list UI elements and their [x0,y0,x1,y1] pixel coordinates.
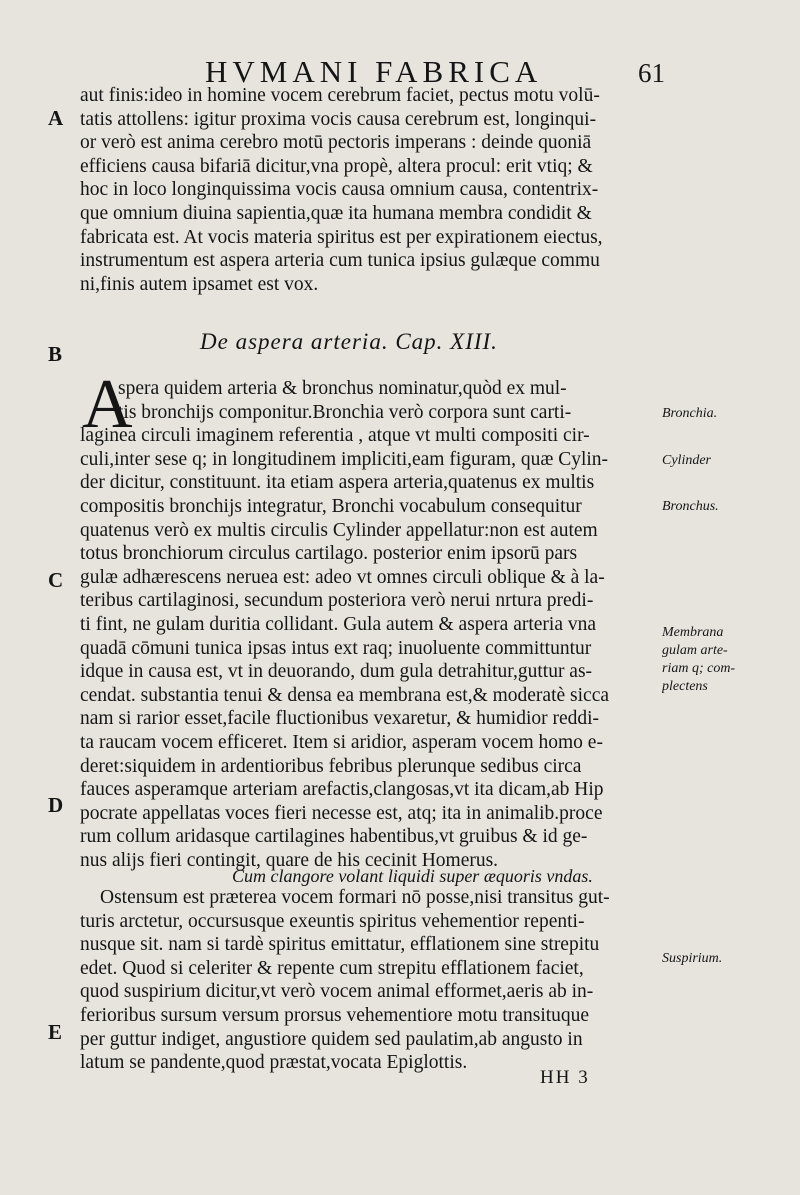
section-letter-c: C [48,568,64,592]
marginal-line: plectens [662,679,708,694]
marginal-note-bronchia: Bronchia. [662,406,718,421]
text-line: ti fint, ne gulam duritia collidant. Gula autem & aspera arteria vna [80,613,597,635]
text-line: der dicitur, constituunt. ita etiam aspera arteria,quatenus ex multis [80,472,595,494]
section-letter-a: A [48,106,64,130]
signature-mark: HH 3 [540,1067,590,1088]
text-line: Ostensum est præterea vocem formari nō posse,nisi transitus gut- [100,887,610,908]
text-line: nusque sit. nam si tardè spiritus emittatur, efflationem sine strepitu [80,934,600,956]
text-line: quod suspirium dicitur,vt verò vocem animal efformet,aeris ab in- [80,981,594,1003]
top-paragraph [80,84,660,296]
marginal-line: gulam arte- [662,643,728,658]
marginal-note-membrana [662,624,735,696]
chapter-paragraph [80,377,660,872]
text-line: fabricata est. At vocis materia spiritus est per expirationem eiectus, [80,226,603,248]
marginal-note-bronchus: Bronchus. [662,499,719,514]
text-line: turis arctetur, occursusque exeuntis spiritus vehementior repenti- [80,910,585,932]
closing-paragraph [80,886,660,1075]
marginal-line: Membrana [662,625,724,640]
text-line: instrumentum est aspera arteria cum tunica ipsius gulæque commu [80,250,600,272]
text-line: ferioribus sursum versum prorsus vehementiore motu transituque [80,1004,590,1026]
running-head: HVMANI FABRICA [205,54,543,89]
text-line: tatis attollens: igitur proxima vocis causa cerebrum est, longinqui- [80,108,597,130]
text-line: gulæ adhærescens neruea est: adeo vt omnes circuli oblique & à la- [80,566,605,588]
marginal-note-cylinder: Cylinder [662,453,711,468]
text-line: quatenus verò ex multis circulis Cylinder appellatur:non est autem [80,519,598,541]
marginal-note-suspirium: Suspirium. [662,951,723,966]
text-line: efficiens causa bifariā dicitur,vna propè, altera procul: erit vtiq; & [80,155,593,177]
text-line: tis bronchijs componitur.Bronchia verò corpora sunt carti- [118,401,572,423]
text-line: rum collum aridasque cartilagines habentibus,vt gruibus & id ge- [80,826,588,848]
marginal-line: riam q; com- [662,661,736,676]
text-line: quadā cōmuni tunica ipsas intus ext raq; inuoluente committuntur [80,637,592,659]
drop-capital: A [82,366,133,443]
text-line: cendat. substantia tenui & densa ea membrana est,& moderatè sicca [80,684,610,706]
section-letter-d: D [48,793,64,817]
text-line: teribus cartilaginosi, secundum posteriora verò nerui nrtura predi- [80,590,594,612]
chapter-heading: De aspera arteria. Cap. XIII. [200,329,498,354]
text-line: hoc in loco longinquissima vocis causa omnium causa, contentrix- [80,179,599,201]
text-line: aut finis:ideo in homine vocem cerebrum faciet, pectus motu volū- [80,85,600,106]
homer-verse: Cum clangore volant liquidi super æquoris vndas. [232,866,593,886]
text-line: pocrate appellatas voces fieri necesse est, atq; ita in animalib.proce [80,802,603,824]
text-line: laginea circuli imaginem referentia , atque vt multi compositi cir- [80,425,590,447]
page-number: 61 [638,58,665,88]
text-line: ta raucam vocem efficeret. Item si aridior, asperam vocem homo e- [80,731,603,753]
text-line: ni,finis autem ipsamet est vox. [80,273,319,295]
text-line: nus alijs fieri contingit, quare de his cecinit Homerus. [80,849,499,871]
text-line: que omnium diuina sapientia,quæ ita humana membra condidit & [80,202,592,224]
text-line: idque in causa est, vt in deuorando, dum gula detrahitur,guttur as- [80,661,593,683]
text-line: compositis bronchijs integratur, Bronchi vocabulum consequitur [80,495,582,517]
text-line: culi,inter sese q; in longitudinem impliciti,eam figuram, quæ Cylin- [80,448,609,470]
text-line: latum se pandente,quod præstat,vocata Epiglottis. [80,1052,468,1074]
text-line: or verò est anima cerebro motū pectoris imperans : deinde quoniā [80,132,592,154]
text-line: deret:siquidem in ardentioribus febribus plerunque sedibus circa [80,755,582,777]
text-line: fauces asperamque arteriam arefactis,clangosas,vt ita dicam,ab Hip [80,779,604,801]
text-line: totus bronchiorum circulus cartilago. posterior enim ipsorū pars [80,543,578,565]
text-line: spera quidem arteria & bronchus nominatur,quòd ex mul- [118,378,567,399]
text-line: per guttur indiget, angustiore quidem sed paulatim,ab angusto in [80,1028,583,1050]
text-line: edet. Quod si celeriter & repente cum strepitu efflationem faciet, [80,957,584,979]
section-letter-e: E [48,1020,63,1044]
text-line: nam si rarior esset,facile fluctionibus vexaretur, & humidior reddi- [80,708,600,730]
section-letter-b: B [48,342,63,366]
